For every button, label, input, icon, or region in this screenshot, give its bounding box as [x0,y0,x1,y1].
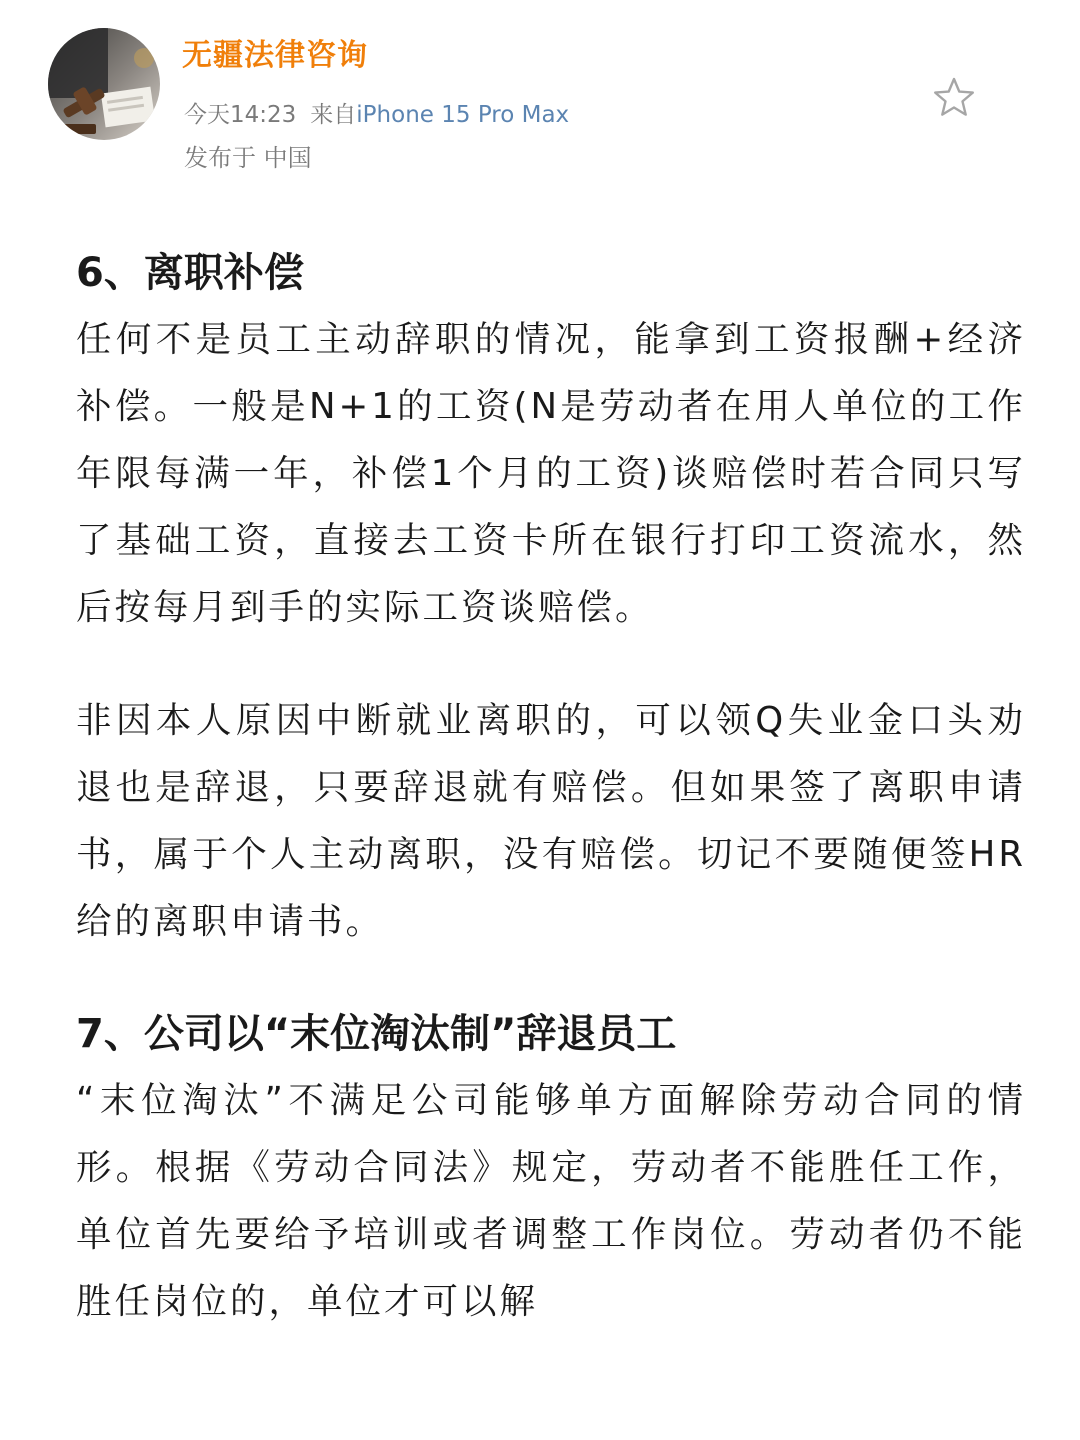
source-prefix: 来自 [310,102,357,128]
device-name[interactable]: iPhone 15 Pro Max [356,102,570,128]
gavel-avatar-image [48,28,160,140]
section-7-paragraph-1: “末位淘汰”不满足公司能够单方面解除劳动合同的情形。根据《劳动合同法》规定，劳动者不能胜任工作，单位首先要给予培训或者调整工作岗位。劳动者仍不能胜任岗位的，单位才可以解 [76,1080,1026,1322]
article-body [76,240,1026,1335]
section-6-paragraph-2: 非因本人原因中断就业离职的，可以领Q失业金口头劝退也是辞退，只要辞退就有赔偿。但如果签了离职申请书，属于个人主动离职，没有赔偿。切记不要随便签HR给的离职申请书。 [76,700,1026,942]
post-time: 今天14:23 [184,102,297,128]
author-name[interactable]: 无疆法律咨询 [182,38,368,73]
section-6-paragraph-1: 任何不是员工主动辞职的情况，能拿到工资报酬+经济补偿。一般是N+1的工资(N是劳动者在用人单位的工作年限每满一年，补偿1个月的工资)谈赔偿时若合同只写了基础工资，直接去工资卡所在银行打印工资流水，然后按每月到手的实际工资谈赔偿。 [76,319,1026,628]
post-header [0,0,1080,200]
post-location: 发布于 中国 [184,144,312,172]
star-outline-icon[interactable] [932,76,976,120]
post-meta [184,96,569,129]
author-avatar[interactable] [48,28,160,140]
section-6-heading: 6、离职补偿 [76,250,304,296]
section-7-heading: 7、公司以“末位淘汰制”辞退员工 [76,1011,677,1057]
